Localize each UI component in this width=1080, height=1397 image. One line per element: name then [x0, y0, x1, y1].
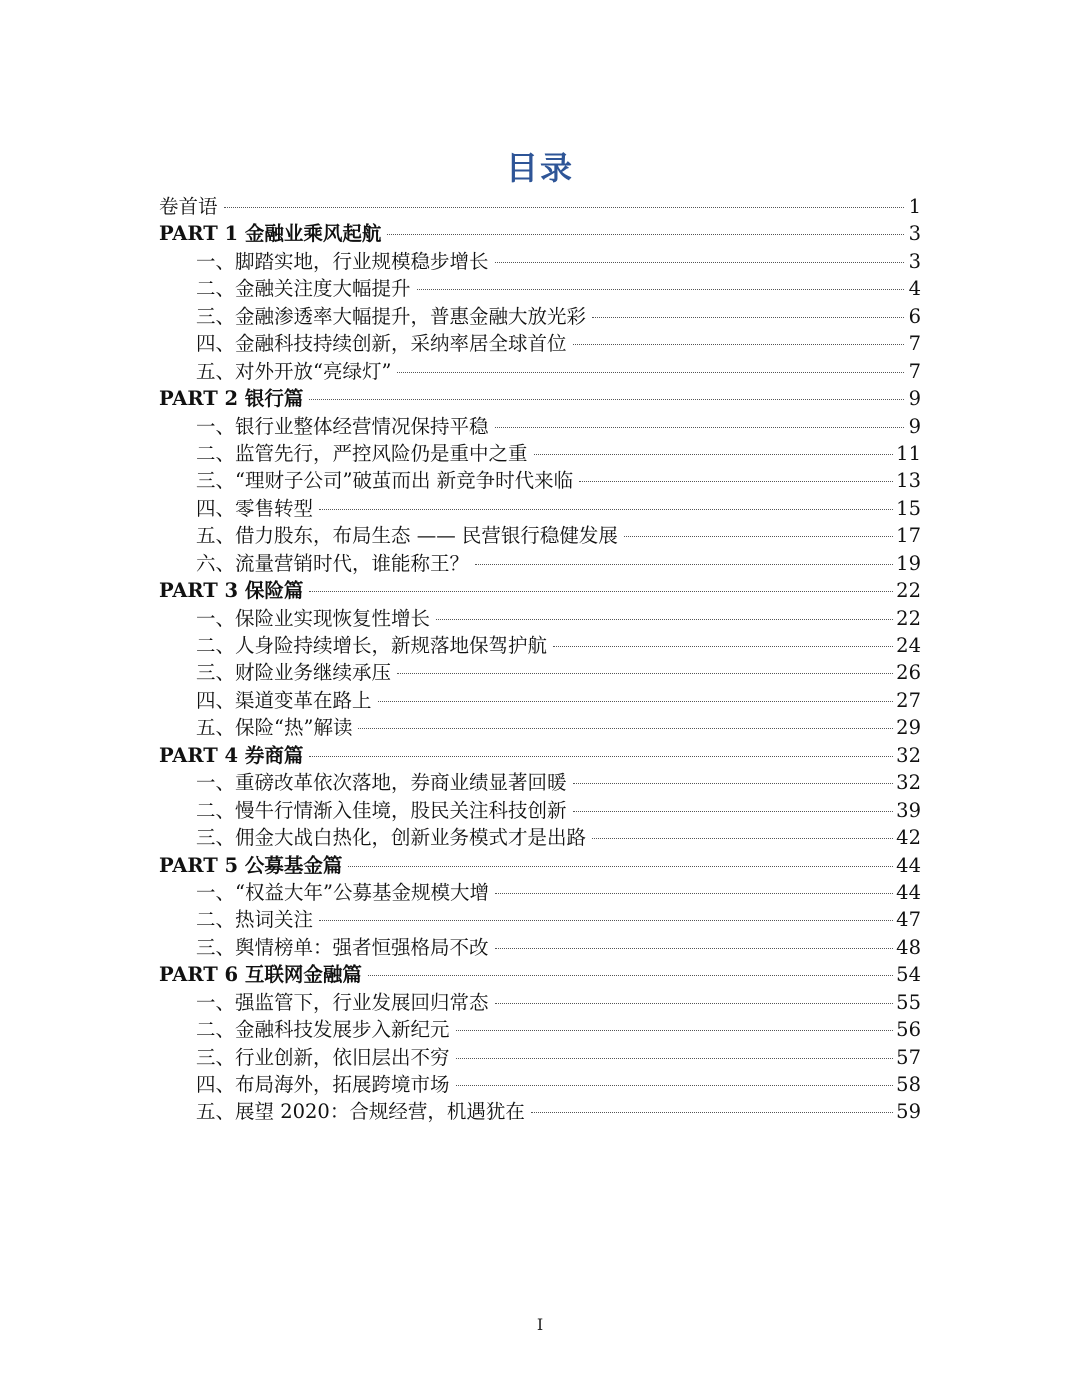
toc-entry-label: 一、“权益大年”公募基金规模大增: [196, 880, 489, 904]
toc-entry[interactable]: [159, 1098, 921, 1125]
toc-entry[interactable]: [159, 522, 921, 549]
toc-page-number: 42: [896, 826, 921, 850]
toc-page-number: 13: [896, 469, 921, 493]
dot-leader: [495, 893, 893, 894]
toc-page-number: 17: [896, 524, 921, 548]
toc-entry[interactable]: [159, 440, 921, 467]
toc-entry-label: 六、流量营销时代，谁能称王？: [196, 551, 470, 575]
toc-page-number: 44: [896, 853, 921, 877]
dot-leader: [573, 783, 894, 784]
toc-entry-label: PART 3 保险篇: [159, 579, 304, 603]
toc-entry-label: 三、行业创新，依旧层出不穷: [196, 1045, 450, 1069]
toc-entry-label: 四、金融科技持续创新，采纳率居全球首位: [196, 332, 567, 356]
toc-page-number: 32: [896, 771, 921, 795]
toc-entry-label: 二、监管先行，严控风险仍是重中之重: [196, 441, 528, 465]
dot-leader: [309, 756, 893, 757]
toc-page-number: 22: [896, 606, 921, 630]
toc-entry-label: 三、佣金大战白热化，创新业务模式才是出路: [196, 826, 587, 850]
toc-page-number: 47: [896, 908, 921, 932]
toc-entry[interactable]: [159, 934, 921, 961]
toc-entry-label: 一、强监管下，行业发展回归常态: [196, 990, 489, 1014]
dot-leader: [397, 673, 893, 674]
toc-page-number: 19: [896, 551, 921, 575]
toc-entry[interactable]: [159, 769, 921, 796]
page-number-footer: I: [536, 1315, 544, 1334]
dot-leader: [397, 372, 904, 373]
dot-leader: [475, 564, 893, 565]
dot-leader: [534, 454, 894, 455]
toc-page-number: 39: [896, 798, 921, 822]
toc-page-number: 54: [896, 963, 921, 987]
toc-entry-label: 五、保险“热”解读: [196, 716, 353, 740]
dot-leader: [573, 344, 904, 345]
toc-entry[interactable]: [159, 1071, 921, 1098]
toc-page-number: 4: [908, 277, 921, 301]
toc-entry-label: PART 5 公募基金篇: [159, 853, 343, 877]
toc-page-number: 29: [896, 716, 921, 740]
toc-page-number: 32: [896, 743, 921, 767]
dot-leader: [456, 1085, 894, 1086]
toc-entry[interactable]: [159, 495, 921, 522]
toc-entry[interactable]: [159, 330, 921, 357]
toc-entry[interactable]: [159, 358, 921, 385]
toc-entry[interactable]: [159, 467, 921, 494]
toc-page-number: 7: [908, 332, 921, 356]
dot-leader: [319, 920, 893, 921]
toc-entry-label: 一、保险业实现恢复性增长: [196, 606, 431, 630]
dot-leader: [553, 646, 893, 647]
toc-entry-label: 三、舆情榜单：强者恒强格局不改: [196, 935, 489, 959]
dot-leader: [417, 289, 904, 290]
toc-page-number: 15: [896, 496, 921, 520]
toc-page-number: 57: [896, 1045, 921, 1069]
toc-part-heading[interactable]: [159, 220, 921, 247]
toc-entry-label: PART 6 互联网金融篇: [159, 963, 362, 987]
toc-page-number: 7: [908, 359, 921, 383]
toc-page-number: 3: [908, 222, 921, 246]
toc-entry[interactable]: [159, 797, 921, 824]
toc-entry[interactable]: [159, 275, 921, 302]
dot-leader: [309, 399, 904, 400]
toc-page-number: 58: [896, 1073, 921, 1096]
toc-entry-label: 四、布局海外，拓展跨境市场: [196, 1073, 450, 1096]
dot-leader: [378, 701, 894, 702]
toc-entry[interactable]: [159, 248, 921, 275]
toc-entry-label: PART 2 银行篇: [159, 387, 304, 411]
toc-part-heading[interactable]: [159, 961, 921, 988]
toc-part-heading[interactable]: [159, 742, 921, 769]
toc-entry-label: 一、脚踏实地，行业规模稳步增长: [196, 249, 489, 273]
toc-page-number: 24: [896, 634, 921, 657]
toc-entry-label: 五、对外开放“亮绿灯”: [196, 359, 392, 383]
toc-page-number: 6: [908, 304, 921, 328]
toc-entry[interactable]: [159, 303, 921, 330]
dot-leader: [358, 728, 893, 729]
toc-entry-label: 一、重磅改革依次落地，券商业绩显著回暖: [196, 771, 567, 795]
dot-leader: [436, 619, 893, 620]
toc-entry-label: 二、慢牛行情渐入佳境，股民关注科技创新: [196, 798, 567, 822]
toc-entry[interactable]: [159, 193, 921, 220]
toc-entry[interactable]: [159, 632, 921, 659]
page-title: 目录: [505, 149, 574, 187]
toc-entry[interactable]: [159, 1044, 921, 1071]
dot-leader: [368, 975, 893, 976]
toc-entry[interactable]: [159, 605, 921, 632]
dot-leader: [224, 207, 904, 208]
dot-leader: [309, 591, 893, 592]
toc-entry-label: 二、金融科技发展步入新纪元: [196, 1018, 450, 1042]
toc-entry-label: 卷首语: [159, 195, 218, 218]
dot-leader: [624, 536, 893, 537]
dot-leader: [348, 866, 893, 867]
toc-part-heading[interactable]: [159, 577, 921, 604]
toc-page-number: 44: [896, 880, 921, 904]
dot-leader: [592, 317, 904, 318]
toc-page-number: 59: [896, 1100, 921, 1124]
toc-entry-label: 三、财险业务继续承压: [196, 661, 392, 685]
toc-entry-label: 四、渠道变革在路上: [196, 688, 372, 712]
toc-entry[interactable]: [159, 879, 921, 906]
table-of-contents: [159, 193, 921, 1126]
toc-entry-label: 三、“理财子公司”破茧而出 新竞争时代来临: [196, 469, 574, 493]
dot-leader: [456, 1058, 894, 1059]
toc-entry-label: 一、银行业整体经营情况保持平稳: [196, 414, 489, 438]
toc-entry-label: 二、热词关注: [196, 908, 314, 932]
toc-entry[interactable]: [159, 906, 921, 933]
toc-page-number: 56: [896, 1018, 921, 1042]
toc-page-number: 26: [896, 661, 921, 685]
toc-part-heading[interactable]: [159, 852, 921, 879]
toc-entry-label: 二、金融关注度大幅提升: [196, 277, 411, 301]
dot-leader: [531, 1112, 893, 1113]
toc-entry-label: 五、展望 2020：合规经营，机遇犹在: [196, 1100, 525, 1124]
dot-leader: [573, 811, 894, 812]
dot-leader: [319, 509, 893, 510]
toc-part-heading[interactable]: [159, 385, 921, 412]
dot-leader: [495, 1003, 894, 1004]
dot-leader: [495, 427, 904, 428]
toc-entry-label: 二、人身险持续增长，新规落地保驾护航: [196, 634, 548, 657]
toc-page-number: 22: [896, 579, 921, 603]
dot-leader: [387, 234, 904, 235]
dot-leader: [456, 1030, 894, 1031]
toc-page-number: 3: [908, 249, 921, 273]
toc-entry[interactable]: [159, 687, 921, 714]
toc-entry[interactable]: [159, 1016, 921, 1043]
toc-entry-label: 三、金融渗透率大幅提升，普惠金融大放光彩: [196, 304, 587, 328]
toc-page-number: 48: [896, 935, 921, 959]
toc-entry[interactable]: [159, 659, 921, 686]
toc-page-number: 1: [908, 195, 921, 218]
dot-leader: [592, 838, 893, 839]
toc-entry-label: 五、借力股东，布局生态 —— 民营银行稳健发展: [196, 524, 618, 548]
dot-leader: [495, 262, 904, 263]
toc-entry[interactable]: [159, 413, 921, 440]
toc-page-number: 27: [896, 688, 921, 712]
toc-entry[interactable]: [159, 714, 921, 741]
toc-entry[interactable]: [159, 989, 921, 1016]
toc-entry[interactable]: [159, 824, 921, 851]
toc-entry-label: PART 4 券商篇: [159, 743, 304, 767]
toc-entry-label: 四、零售转型: [196, 496, 314, 520]
toc-page-number: 55: [896, 990, 921, 1014]
toc-page-number: 9: [908, 387, 921, 411]
dot-leader: [495, 948, 894, 949]
dot-leader: [579, 481, 893, 482]
toc-page-number: 9: [908, 414, 921, 438]
toc-entry[interactable]: [159, 550, 921, 577]
toc-entry-label: PART 1 金融业乘风起航: [159, 222, 382, 246]
toc-page-number: 11: [896, 441, 921, 465]
